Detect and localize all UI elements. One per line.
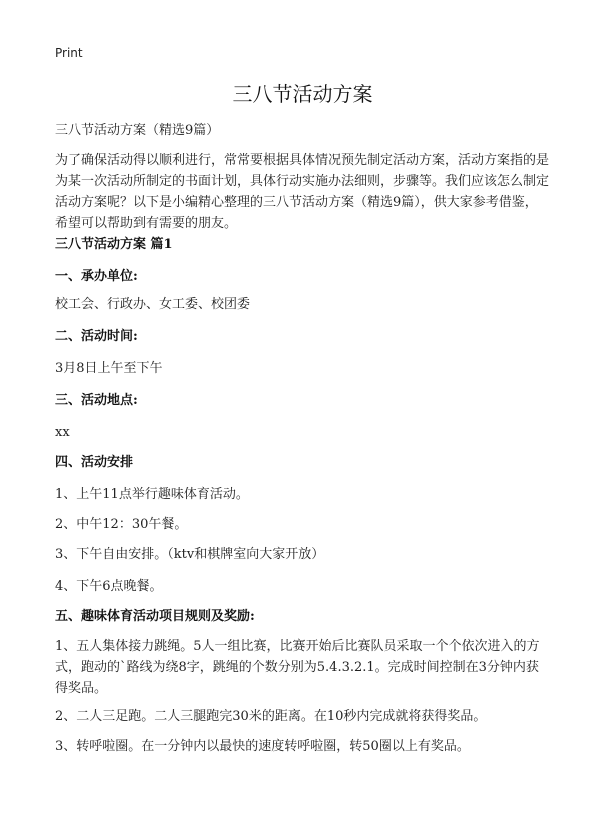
heading-time: 二、活动时间: <box>55 329 138 344</box>
section-title: 三八节活动方案 篇1 <box>55 237 173 252</box>
rule-item: 2、二人三足跑。二人三腿跑完30米的距离。在10秒内完成就将获得奖品。 <box>55 709 487 724</box>
schedule-item: 1、上午11点举行趣味体育活动。 <box>55 487 249 502</box>
schedule-item: 4、下午6点晚餐。 <box>55 579 163 594</box>
schedule-item: 2、中午12：30午餐。 <box>55 517 188 532</box>
organizers-text: 校工会、行政办、女工委、校团委 <box>55 297 251 312</box>
heading-place: 三、活动地点: <box>55 393 138 408</box>
place-text: xx <box>55 425 70 440</box>
intro-paragraph: 为了确保活动得以顺利进行，常常要根据具体情况预先制定活动方案，活动方案指的是为某一次活动所制定的书面计划，具体行动实施办法细则，步骤等。我们应该怎么制定活动方案呢？以下是小编精心整理的三八节活动方案（精选9篇），供大家参考借鉴，希望可以帮助到有需要的朋友。 <box>55 153 550 231</box>
heading-schedule: 四、活动安排 <box>55 455 134 470</box>
heading-rules: 五、趣味体育活动项目规则及奖励: <box>55 609 255 624</box>
heading-organizers: 一、承办单位: <box>55 269 138 284</box>
subtitle: 三八节活动方案（精选9篇） <box>55 123 220 138</box>
page-title: 三八节活动方案 <box>232 82 373 106</box>
print-link[interactable]: Print <box>55 46 83 60</box>
time-text: 3月8日上午至下午 <box>55 361 163 376</box>
rule-item: 3、转呼啦圈。在一分钟内以最快的速度转呼啦圈，转50圈以上有奖品。 <box>55 739 470 754</box>
rule-item: 1、五人集体接力跳绳。5人一组比赛，比赛开始后比赛队员采取一个个依次进入的方式，跑动的`路线为绕8字，跳绳的个数分别为5.4.3.2.1。完成时间控制在3分钟内获得奖品。 <box>55 639 540 696</box>
schedule-item: 3、下午自由安排。（ktv和棋牌室向大家开放） <box>55 547 325 562</box>
